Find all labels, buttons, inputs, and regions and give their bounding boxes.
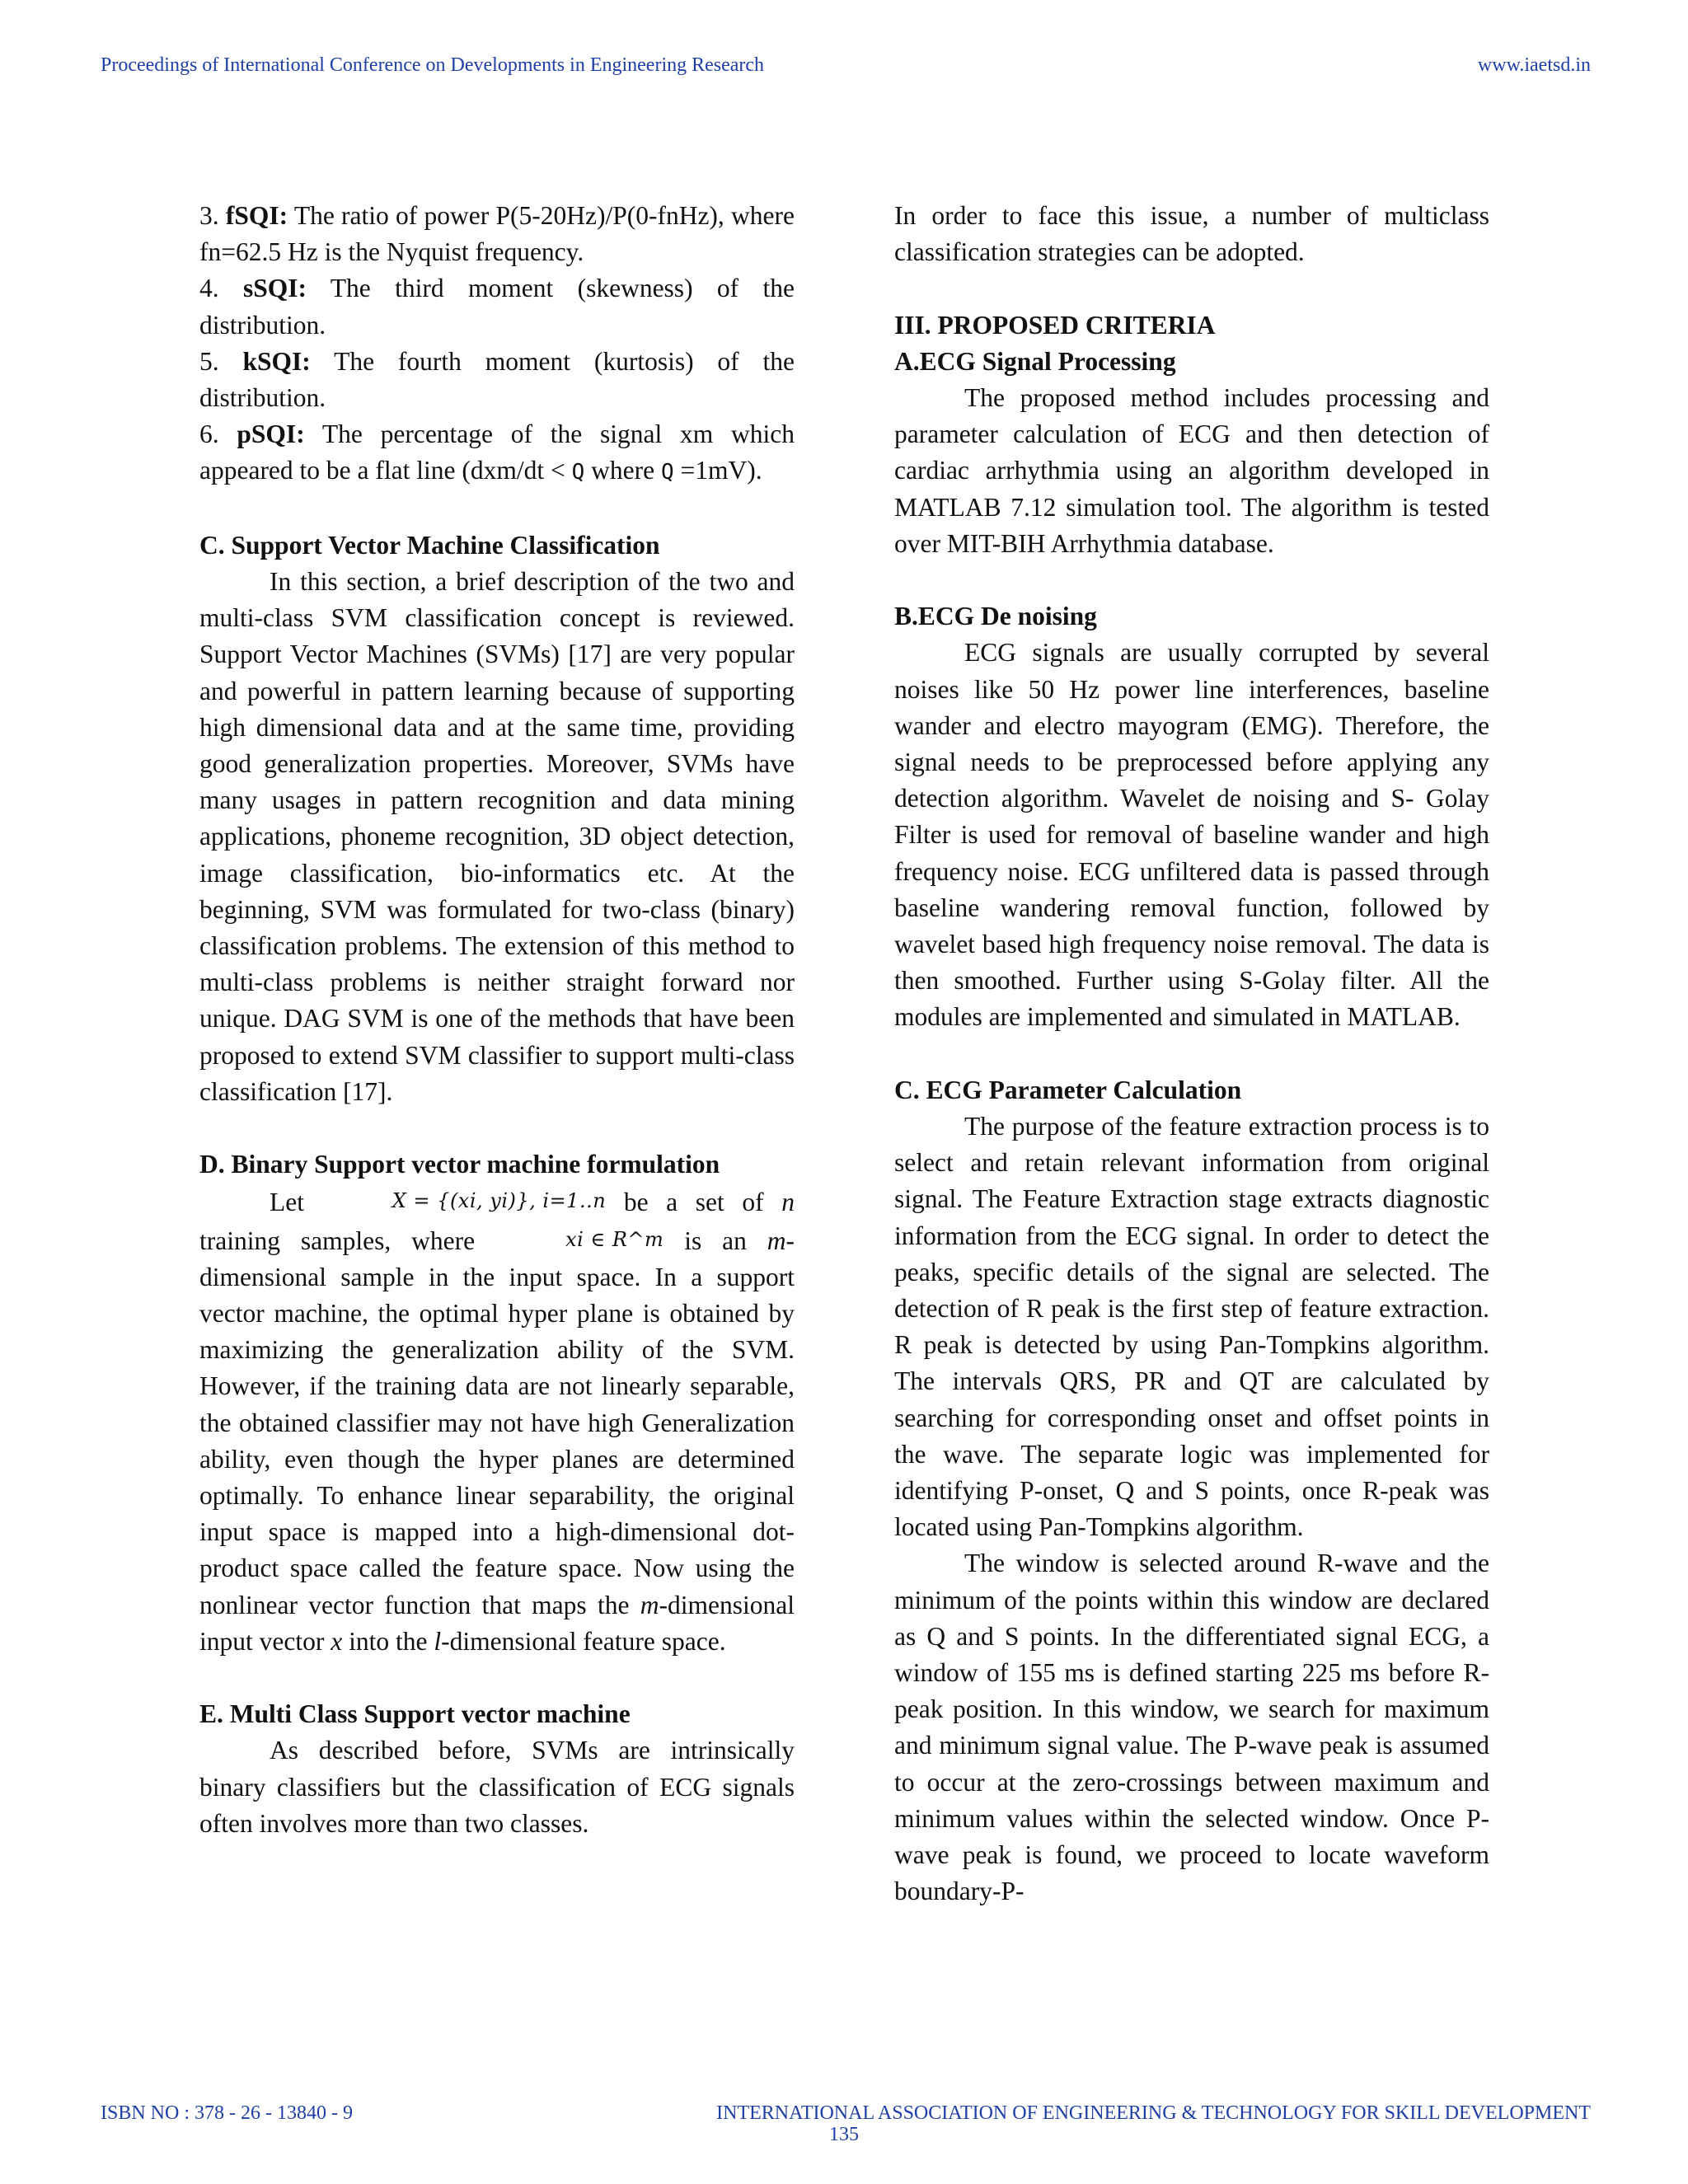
section-heading-ecg-parameter-calculation: C. ECG Parameter Calculation xyxy=(894,1075,1242,1104)
paragraph-multiclass-strategies: In order to face this issue, a number of multiclass classification strategies can be adopted. xyxy=(894,201,1489,267)
section-heading-proposed-criteria: III. PROPOSED CRITERIA xyxy=(894,310,1216,340)
section-heading-svm-classification: C. Support Vector Machine Classification xyxy=(199,530,660,560)
paragraph-ecg-denoising: ECG signals are usually corrupted by several noises like 50 Hz power line interferences, baseline wander and electro mayogram (EMG). Therefore, the signal needs to be preprocessed before applying any detection algorithm. Wavelet de noising and S- Golay Filter is used for removal of baseline wander and high frequency noise. ECG unfiltered data is passed through baseline wandering removal function, followed by wavelet based high frequency noise removal. The data is then smoothed. Further using S-Golay filter. All the modules are implemented and simulated in MATLAB. xyxy=(894,638,1489,1032)
sqi-item-ssqi: 4. sSQI: The third moment (skewness) of the distribution. xyxy=(199,274,795,340)
paragraph-window-selection: The window is selected around R-wave and the minimum of the points within this window are declared as Q and S points. In the differentiated signal ECG, a window of 155 ms is defined starting 225 ms before R-peak position. In this window, we search for maximum and minimum signal value. The P-wave peak is assumed to occur at the zero-crossings between maximum and minimum values within the selected window. Once P-wave peak is found, we proceed to locate waveform boundary-P- xyxy=(894,1549,1489,1906)
sqi-term: kSQI: xyxy=(242,346,311,376)
website-link[interactable]: www.iaetsd.in xyxy=(1477,54,1591,76)
left-column xyxy=(199,198,795,1842)
paragraph-feature-extraction: The purpose of the feature extraction process is to select and retain relevant information from original signal. The Feature Extraction stage extracts diagnostic information from the ECG signal. In order to detect the peaks, specific details of the signal are selected. The detection of R peak is the first step of feature extraction. R peak is detected by using Pan-Tompkins algorithm. The intervals QRS, PR and QT are calculated by searching for corresponding onset and offset points in the wave. The separate logic was implemented for identifying P-onset, Q and S points, once R-peak was located using Pan-Tompkins algorithm. xyxy=(894,1112,1489,1542)
formula-training-set: X = {(xi, yi)}, i=1..n xyxy=(392,1189,607,1213)
paragraph-multiclass-svm: As described before, SVMs are intrinsically binary classifiers but the classification of ECG signals often involves more than two classes. xyxy=(199,1736,795,1838)
sqi-item-fsqi: 3. fSQI: The ratio of power P(5-20Hz)/P(0-fnHz), where fn=62.5 Hz is the Nyquist frequency. xyxy=(199,201,795,267)
sqi-item-ksqi: 5. kSQI: The fourth moment (kurtosis) of the distribution. xyxy=(199,346,795,413)
sqi-term: pSQI: xyxy=(237,419,305,449)
isbn-number: ISBN NO : 378 - 26 - 13840 - 9 xyxy=(101,2102,353,2124)
threshold-symbol: Q xyxy=(571,460,585,485)
section-heading-multiclass-svm: E. Multi Class Support vector machine xyxy=(199,1699,631,1729)
section-heading-ecg-signal-processing: A.ECG Signal Processing xyxy=(894,346,1176,376)
sqi-term: fSQI: xyxy=(225,201,288,230)
right-column xyxy=(894,198,1489,1910)
sqi-item-psqi: 6. pSQI: The percentage of the signal xm which appeared to be a flat line (dxm/dt < Q where Q =1mV). xyxy=(199,419,795,485)
threshold-symbol: Q xyxy=(660,460,674,485)
paragraph-ecg-signal-processing: The proposed method includes processing and parameter calculation of ECG and then detection of cardiac arrhythmia using an algorithm developed in MATLAB 7.12 simulation tool. The algorithm is tested over MIT-BIH Arrhythmia database. xyxy=(894,383,1489,558)
sqi-term: sSQI: xyxy=(242,274,307,303)
conference-title: Proceedings of International Conference on Developments in Engineering Research xyxy=(101,54,765,76)
association-name: INTERNATIONAL ASSOCIATION OF ENGINEERING & TECHNOLOGY FOR SKILL DEVELOPMENT xyxy=(716,2102,1591,2124)
formula-sample-membership: xi ∈ R^m xyxy=(565,1227,664,1251)
section-heading-binary-svm: D. Binary Support vector machine formulation xyxy=(199,1150,720,1179)
paragraph-svm-classification: In this section, a brief description of the two and multi-class SVM classification concept is reviewed. Support Vector Machines (SVMs) [17] are very popular and powerful in pattern learning because of supporting high dimensional data and at the same time, providing good generalization properties. Moreover, SVMs have many usages in pattern recognition and data mining applications, phoneme recognition, 3D object detection, image classification, bio-informatics etc. At the beginning, SVM was formulated for two-class (binary) classification problems. The extension of this method to multi-class problems is neither straight forward nor unique. DAG SVM is one of the methods that have been proposed to extend SVM classifier to support multi-class classification [17]. xyxy=(199,567,795,1106)
page-number: 135 xyxy=(829,2124,859,2145)
section-heading-ecg-denoising: B.ECG De noising xyxy=(894,602,1097,631)
paragraph-binary-svm: Let X = {(xi, yi)}, i=1..n be a set of n training samples, where xi ∈ R^m is an m-dimensional sample in the input space. In a support vector machine, the optimal hyper plane is obtained by maximizing the generalization ability of the SVM. However, if the training data are not linearly separable, the obtained classifier may not have high Generalization ability, even though the hyper planes are determined optimally. To enhance linear separability, the original input space is mapped into a high-dimensional dot-product space called the feature space. Now using the nonlinear vector function that maps the m-dimensional input vector x into the l-dimensional feature space. xyxy=(199,1183,795,1660)
